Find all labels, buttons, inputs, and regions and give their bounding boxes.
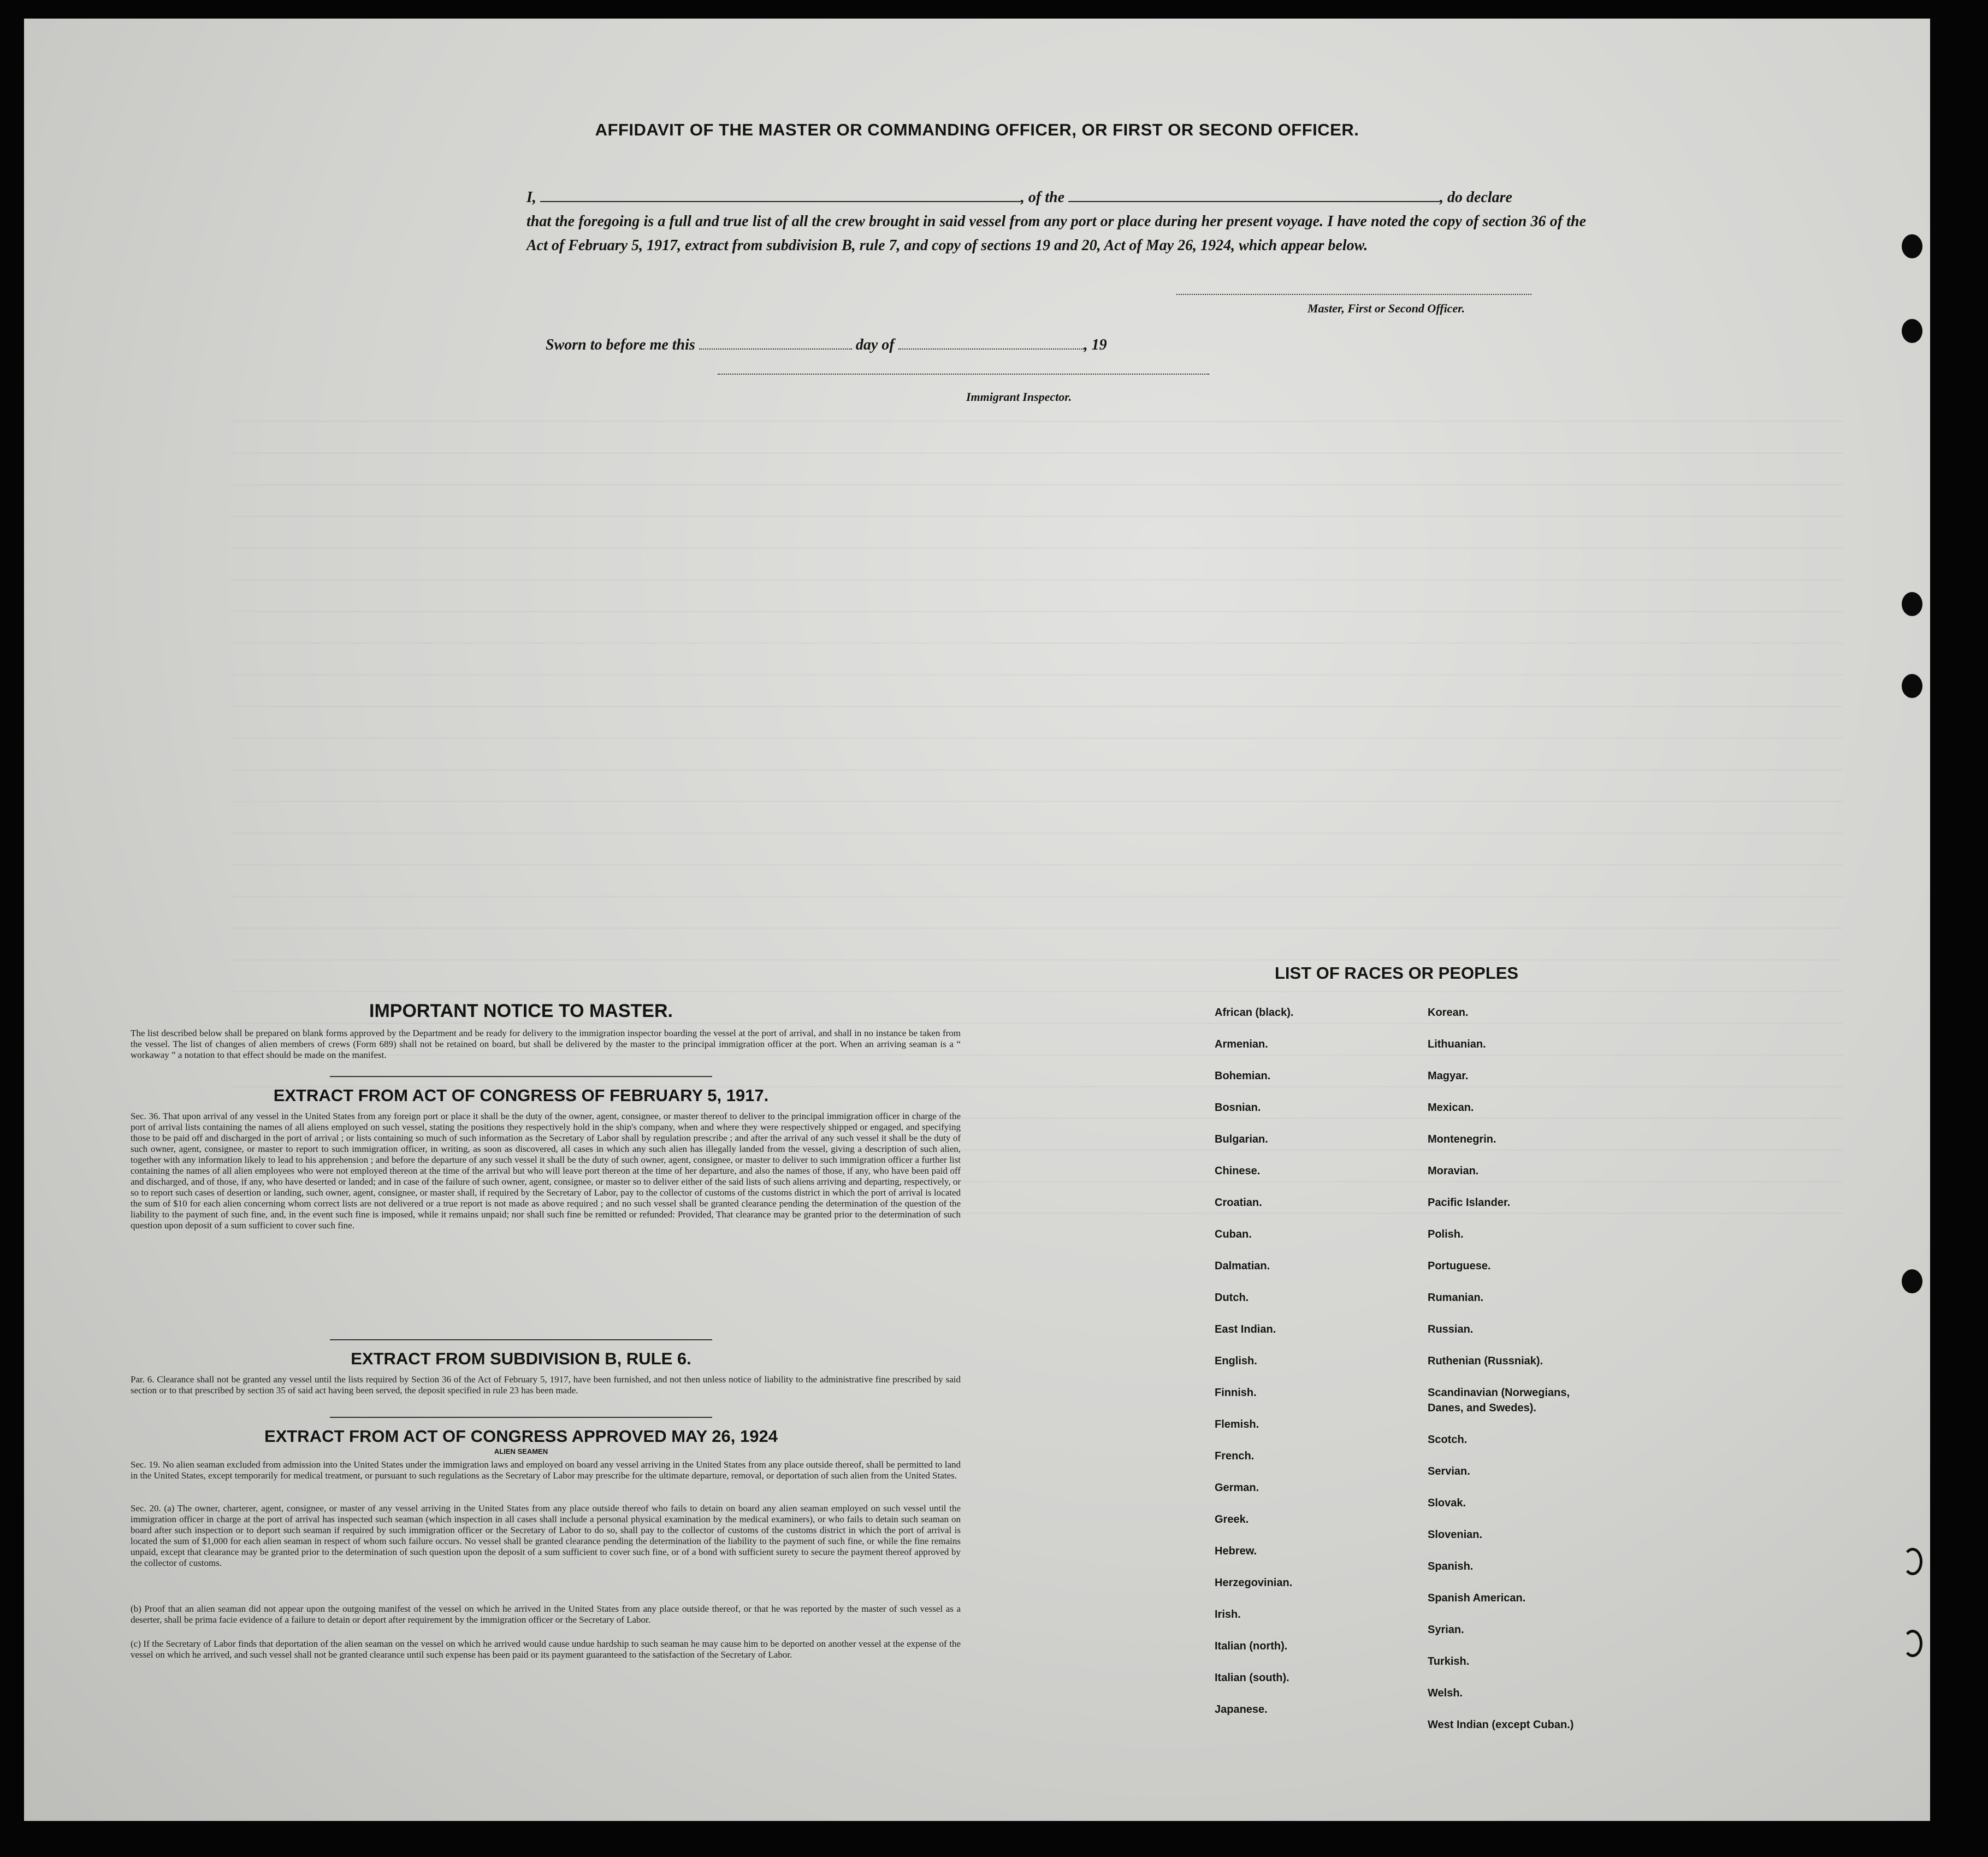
- show-through-row: [232, 882, 1843, 912]
- show-through-row: [232, 596, 1843, 627]
- race-item: Bohemian.: [1215, 1070, 1271, 1082]
- race-item: Italian (south).: [1215, 1672, 1289, 1684]
- do-declare-label: , do declare: [1440, 189, 1512, 206]
- show-through-row: [232, 660, 1843, 690]
- of-the-label: , of the: [1020, 189, 1065, 206]
- race-item: Syrian.: [1428, 1624, 1464, 1636]
- show-through-row: [232, 723, 1843, 754]
- inspector-signature-label: Immigrant Inspector.: [966, 390, 1072, 404]
- sworn-prefix: Sworn to before me this: [546, 336, 695, 353]
- race-item: Armenian.: [1215, 1038, 1268, 1050]
- binder-hole: [1903, 1630, 1922, 1657]
- race-item: African (black).: [1215, 1007, 1294, 1019]
- sworn-month-field[interactable]: [898, 335, 1084, 350]
- races-heading: LIST OF RACES OR PEOPLES: [1275, 963, 1519, 983]
- binder-hole: [1902, 674, 1922, 698]
- race-item: Scandinavian (Norwegians,: [1428, 1387, 1570, 1399]
- race-item: Pacific Islander.: [1428, 1197, 1511, 1209]
- affidavit-declaration: [526, 186, 1586, 258]
- extract-1917-text: Sec. 36. That upon arrival of any vessel in the United States from any foreign port or place it shall be the duty of the owner, agent, consignee, or master thereof to deliver to the principal immigration officer in charge of the port of arrival lists containing the names of all aliens employed on such vessel, stating the positions they respectively hold in the ship's company, when and where they were respectively shipped or engaged, and specifying those to be paid off and discharged in the port of arrival ; or lists containing so much of such information as the Secretary of Labor shall by regulation prescribe ; and after the arrival of any such vessel it shall be the duty of such owner, agent, consignee, or master to report to such immigration officer, in writing, as soon as discovered, all cases in which any such alien has illegally landed from the vessel, giving a description of such alien, together with any information likely to lead to his apprehension ; and before the departure of any such vessel it shall be the duty of such owner, agent, consignee, or master to deliver to such immigration officer a further list containing the names of all alien employees who were not employed thereon at the time of the arrival but who will leave port thereon at the time of her departure, and also the names of those, if any, who have been paid off and discharged, and of those, if any, who have deserted or landed; and in case of the failure of such owner, agent, consignee, or master so to deliver either of the said lists of such aliens arriving and departing, respectively, or so to report such cases of desertion or landing, such owner, agent, consignee, or master shall, if required by the Secretary of Labor, pay to the collector of customs of the customs district in which the port of arrival is located the sum of $10 for each alien concerning whom correct lists are not delivered or a true report is not made as above required ; and no such vessel shall be granted clearance pending the determination of the question of the liability to the payment of such fine, and, in the event such fine is imposed, while it remains unpaid; nor shall such fine be remitted or refunded: Provided, That clearance may be granted prior to the determination of such question upon deposit of a sum sufficient to cover such fine.: [131, 1111, 961, 1231]
- race-item: Scotch.: [1428, 1434, 1468, 1446]
- race-item: English.: [1215, 1355, 1257, 1367]
- sec19-text: Sec. 19. No alien seaman excluded from admission into the United States under the immigration laws and employed on board any vessel arriving in the United States from any place outside thereof, shall be permitted to land in the United States, except temporarily for medical treatment, or pursuant to such regulations as the Secretary of Labor may prescribe for the ultimate departure, removal, or deportation of such alien from the United States.: [131, 1459, 961, 1481]
- notice-heading: IMPORTANT NOTICE TO MASTER.: [369, 1001, 673, 1021]
- race-item: Servian.: [1428, 1465, 1470, 1477]
- race-item: Slovak.: [1428, 1497, 1466, 1509]
- master-name-field[interactable]: [540, 201, 1021, 202]
- binder-hole: [1902, 234, 1922, 258]
- alien-seamen-subheading: ALIEN SEAMEN: [494, 1447, 548, 1456]
- binder-hole: [1902, 592, 1922, 616]
- document-page: [24, 19, 1930, 1821]
- show-through-row: [232, 786, 1843, 817]
- master-signature-label: Master, First or Second Officer.: [1307, 301, 1465, 315]
- show-through-row: [232, 850, 1843, 880]
- race-item: Japanese.: [1215, 1704, 1268, 1716]
- race-item: Cuban.: [1215, 1228, 1252, 1240]
- extract-1924-heading: EXTRACT FROM ACT OF CONGRESS APPROVED MAY 26, 1924: [264, 1427, 778, 1446]
- divider: [330, 1076, 712, 1077]
- extract-rule6-heading: EXTRACT FROM SUBDIVISION B, RULE 6.: [351, 1349, 691, 1368]
- race-item: Russian.: [1428, 1323, 1474, 1335]
- race-item: Portuguese.: [1428, 1260, 1491, 1272]
- binder-hole: [1902, 319, 1922, 343]
- race-item: Herzegovinian.: [1215, 1577, 1293, 1589]
- race-item: Irish.: [1215, 1608, 1241, 1621]
- divider: [330, 1417, 712, 1418]
- extract-1917-heading: EXTRACT FROM ACT OF CONGRESS OF FEBRUARY 5, 1917.: [273, 1086, 769, 1105]
- race-item: Bosnian.: [1215, 1102, 1261, 1114]
- race-item: Spanish American.: [1428, 1592, 1526, 1604]
- race-item: Flemish.: [1215, 1418, 1259, 1430]
- show-through-row: [232, 755, 1843, 785]
- show-through-row: [232, 406, 1843, 437]
- race-item: Finnish.: [1215, 1387, 1257, 1399]
- race-item: Lithuanian.: [1428, 1038, 1486, 1050]
- show-through-row: [232, 818, 1843, 849]
- race-item: Greek.: [1215, 1513, 1249, 1525]
- race-item: Korean.: [1428, 1007, 1469, 1019]
- binder-hole: [1903, 1548, 1922, 1575]
- show-through-row: [232, 533, 1843, 564]
- race-item: Spanish.: [1428, 1560, 1474, 1572]
- race-item: Ruthenian (Russniak).: [1428, 1355, 1543, 1367]
- race-item: Croatian.: [1215, 1197, 1262, 1209]
- inspector-signature-line[interactable]: [718, 374, 1209, 375]
- show-through-row: [232, 470, 1843, 500]
- race-item: French.: [1215, 1450, 1255, 1462]
- notice-text: The list described below shall be prepared on blank forms approved by the Department and be ready for delivery to the immigration inspector boarding the vessel at the port of arrival, and shall in no instance be taken from the vessel. The list of changes of alien members of crews (Form 689) shall not be retained on board, but shall be delivered by the master to the principal immigration officer at the port. When an arriving seaman is a “ workaway ” a notation to that effect should be made on the manifest.: [131, 1028, 961, 1060]
- race-item: East Indian.: [1215, 1323, 1276, 1335]
- show-through-row: [232, 438, 1843, 469]
- sec20-text: Sec. 20. (a) The owner, charterer, agent, consignee, or master of any vessel arriving in the United States from any place outside thereof who fails to detain on board any alien seaman employed on such vessel until the immigration officer in charge at the port of arrival has inspected such seaman (which inspection in all cases shall include a personal physical examination by the medical examiners), or who fails to detain such seaman on board after such inspection or to deport such seaman if required by such immigration officer or the Secretary of Labor to do so, shall pay to the collector of customs of the customs district in which the port of arrival is located the sum of $1,000 for each alien seaman in respect of whom such failure occurs. No vessel shall be granted clearance pending the determination of the liability to the payment of such fine, or while the fine remains unpaid, except that clearance may be granted prior to the determination of such question upon the deposit of a sum sufficient to cover such fine, or of a bond with sufficient surety to secure the payment thereof approved by the collector of customs.: [131, 1503, 961, 1568]
- sworn-line: [546, 335, 1107, 354]
- master-signature-line[interactable]: [1176, 294, 1531, 295]
- vessel-name-field[interactable]: [1068, 201, 1440, 202]
- race-item: Chinese.: [1215, 1165, 1261, 1177]
- race-item: Mexican.: [1428, 1102, 1474, 1114]
- race-item: Magyar.: [1428, 1070, 1469, 1082]
- race-item: German.: [1215, 1482, 1259, 1494]
- race-item: Bulgarian.: [1215, 1133, 1268, 1145]
- race-item: Rumanian.: [1428, 1292, 1484, 1304]
- i-label: I,: [526, 189, 536, 206]
- race-item: Dalmatian.: [1215, 1260, 1270, 1272]
- race-item: Hebrew.: [1215, 1545, 1257, 1557]
- sec20b-text: (b) Proof that an alien seaman did not appear upon the outgoing manifest of the vessel on which he arrived in the United States from any place outside thereof, or that he was reported by the master of such vessel as a deserter, shall be prima facie evidence of a failure to detain or deport after requirement by the immigration officer or the Secretary of Labor.: [131, 1604, 961, 1625]
- sec20c-text: (c) If the Secretary of Labor finds that deportation of the alien seaman on the vessel on which he arrived would cause undue hardship to such seaman he may cause him to be deported on another vessel at the expense of the vessel on which he arrived, and such vessel shall not be granted clearance until such expense has been paid or its payment guaranteed to the satisfaction of the Secretary of Labor.: [131, 1639, 961, 1660]
- show-through-row: [232, 691, 1843, 722]
- race-item: Moravian.: [1428, 1165, 1479, 1177]
- race-item: Italian (north).: [1215, 1640, 1288, 1652]
- race-item: Turkish.: [1428, 1655, 1470, 1667]
- race-item: Danes, and Swedes).: [1428, 1402, 1536, 1414]
- race-item: Montenegrin.: [1428, 1133, 1496, 1145]
- show-through-row: [232, 945, 1843, 975]
- binder-hole: [1902, 1269, 1922, 1293]
- show-through-row: [232, 565, 1843, 595]
- show-through-row: [232, 628, 1843, 659]
- divider: [330, 1339, 712, 1340]
- extract-rule6-text: Par. 6. Clearance shall not be granted any vessel until the lists required by Section 36 of the Act of February 5, 1917, have been furnished, and not then unless notice of liability to the administrative fine prescribed by said section or to that prescribed by section 35 of said act having been served, the deposit specified in rule 23 has been made.: [131, 1374, 961, 1395]
- show-through-row: [232, 501, 1843, 532]
- affidavit-body: that the foregoing is a full and true list of all the crew brought in said vessel from any port or place during her present voyage. I have noted the copy of section 36 of the Act of February 5, 1917, extract from subdivision B, rule 7, and copy of sections 19 and 20, Act of May 26, 1924, which appear below.: [526, 213, 1586, 254]
- race-item: Welsh.: [1428, 1687, 1463, 1699]
- sworn-day-field[interactable]: [699, 335, 852, 350]
- year-prefix: , 19: [1084, 336, 1107, 353]
- day-of-label: day of: [855, 336, 895, 353]
- race-item: Polish.: [1428, 1228, 1464, 1240]
- affidavit-title: AFFIDAVIT OF THE MASTER OR COMMANDING OFFICER, OR FIRST OR SECOND OFFICER.: [595, 120, 1359, 139]
- race-item: Slovenian.: [1428, 1529, 1483, 1541]
- race-item: West Indian (except Cuban.): [1428, 1719, 1574, 1731]
- race-item: Dutch.: [1215, 1292, 1249, 1304]
- show-through-row: [232, 913, 1843, 944]
